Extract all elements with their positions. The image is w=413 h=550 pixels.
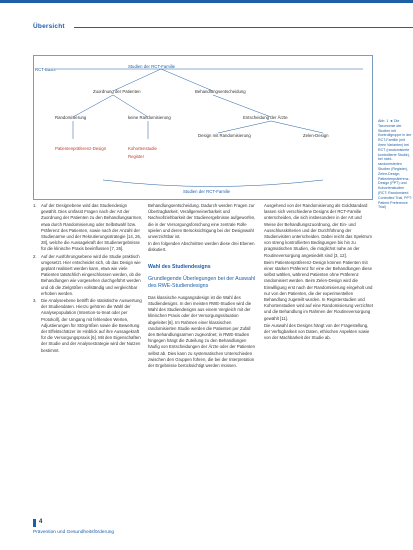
footer-bar: [33, 519, 36, 527]
paragraph: Behandlungsentscheidung. Dadurch werden Fragen zur Übertragbarkeit, Verallgemeinerbarkeit und Nachvollziehbarkeit der Studienergebnisse aufgeworfen, die in der Versorgungsforschung eine zentrale Rolle spielen und deren Berücksichtigung bei der Designwahl unverzichtbar ist.: [148, 203, 256, 240]
paragraph: In den folgenden Abschnitten werden diese drei Ebenen diskutiert.: [148, 241, 255, 253]
diagram-node: Design mit Randomisierung: [198, 133, 251, 138]
diagram-node: Zuordnung der Patienten: [93, 89, 141, 94]
list-item: 2. Auf der Ausführungsebene wird die Studie praktisch umgesetzt. Hier entscheidet sich, ob das Design wie geplant realisiert werden kann, etwa wie viele Patienten tatsächlich eingeschlossen werden, ob die Behandlungen wie vorgesehen durchgeführt werden und ob die Zielgrößen vollständig und vergleichbar erhoben werden.: [33, 253, 141, 296]
paragraph: Ausgehend von der Randomisierung als Goldstandard lassen sich verschiedene Designs der RCT-Familie unterscheiden, die sich insbesondere in der Art und Weise der Behandlungszuordnung, der Ein- und Ausschlusskriterien und der Durchführung der Studienvisiten unterscheiden. Dabei reicht das Spektrum von streng kontrollierten Bedingungen bis hin zu pragmatischen Studien, die möglichst nahe an der Routineversorgung angesiedelt sind [3, 12].: [264, 203, 372, 258]
diagram-node: Kohortenstudie: [128, 146, 157, 151]
diagram-node: Register: [128, 154, 145, 159]
diagram-node: Zelen-Design: [303, 133, 329, 138]
taxonomy-diagram: [33, 55, 371, 198]
page-number: 4: [39, 519, 43, 525]
text-column-right: [264, 203, 374, 342]
subsection-heading: Grundlegende Überlegungen bei der Auswahl des RWE-Studiendesigns: [148, 275, 256, 289]
header-rule: [74, 27, 413, 28]
paragraph: Das klassische Ausgangsdesign ist die Wahl des Studiendesigns. In den meisten RWE-Studien wird die Wahl des Studiendesigns aus einem Vergleich mit der klinischen Praxis oder der Versorgungssituation abgeleitet [6]. Im Rahmen einer klassischen randomisierten Studie werden die Patienten per Zufall den Behandlungsarmen zugeordnet; in RWE-Studien hingegen hängt die Zuteilung zu den Behandlungen häufig von Entscheidungen der Ärzte oder der Patienten selbst ab. Dies kann zu systematischen Unterschieden zwischen den Gruppen führen, die bei der Interpretation der Ergebnisse berücksichtigt werden müssen.: [148, 294, 256, 369]
diagram-bottom-label: Studien der RCT-Familie: [183, 189, 231, 194]
diagram-node: Studien der RCT-Familie: [128, 64, 176, 69]
figure-caption: Abb. 1 ◄ Die Taxonomie der Studien mit Kontrollgruppe in der RCT-Familie (mit ihren Varianten) bei RCT (randomisierte kontrollierte Studie), bei nicht-randomisierten Studien (Register), Zelen-Design, Patientenpräferenz-Design (PPT) und Kohortenstudien (RCT: Randomized Controlled Trial, PPT: Patient Preference Trial): [378, 119, 412, 210]
diagram-node: keine Randomisierung: [128, 115, 171, 120]
paragraph: Beim Patientenpräferenz-Design können Patienten mit einer starken Präferenz für eine der Behandlungen diese selbst wählen, während Patienten ohne Präferenz randomisiert werden. Beim Zelen-Design wird die Einwilligung erst nach der Randomisierung eingeholt und nur von den Patienten, die der experimentellen Behandlung zugeteilt wurden. In Registerstudien und Kohortenstudien wird auf eine Randomisierung verzichtet und die Behandlung im Rahmen der Routineversorgung gewählt [11].: [264, 259, 373, 321]
paragraph: Die Auswahl des Designs hängt von der Fragestellung, der Verfügbarkeit von Daten, ethischen Aspekten sowie von der Machbarkeit der Studie ab.: [264, 322, 370, 341]
diagram-node: Entscheidung der Ärzte: [243, 115, 288, 120]
list-item: 3. Die Analyseebene betrifft die statistische Auswertung der Studiendaten. Hierzu gehören die Wahl der Analysepopulation (Intention-to-treat oder per Protokoll), der Umgang mit fehlenden Werten, Adjustierungen für Störgrößen sowie die Bewertung der Effektschätzer im Hinblick auf ihre Aussagekraft für die Versorgungspraxis [6]. Mit den Eigenschaften der Studie und der Analysestrategie wird der Nutzen bestimmt.: [33, 298, 142, 353]
diagram-node: Randomisierung: [55, 115, 87, 120]
journal-name: Prävention und Gesundheitsförderung: [33, 530, 115, 535]
diagram-node: Patientenpräferenz-Design: [55, 146, 107, 151]
header-bar: [0, 0, 413, 3]
text-column-middle: [148, 203, 258, 370]
section-label: Übersicht: [33, 23, 65, 30]
list-item: 1. Auf der Designebene wird das Studiendesign gewählt. Dies umfasst Fragen nach der Art der Zuordnung der Patienten zu den Behandlungsarmen, etwa durch Randomisierung oder Selbstwahl bzw. Präferenz des Patienten, sowie nach der Anzahl der Studienarme und der Rekrutierungsstrategie [14, 26, 28], welche die Aussagekraft der Studienergebnisse für die klinische Praxis beeinflussen [7, 26].: [33, 203, 143, 252]
diagram-root: RCT-Basis: [35, 67, 56, 72]
text-column-left: [33, 203, 143, 355]
section-heading: Wahl des Studiendesigns: [148, 263, 211, 270]
diagram-node: Behandlungsentscheidung: [195, 89, 246, 94]
